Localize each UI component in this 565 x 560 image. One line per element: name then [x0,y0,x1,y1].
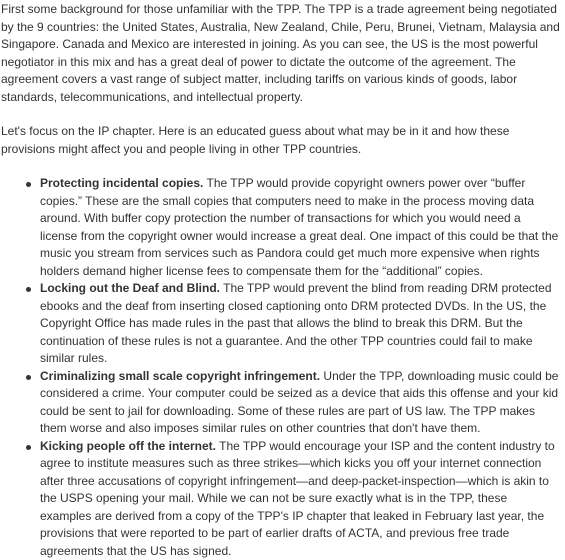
intro-paragraph-background: First some background for those unfamiliar with the TPP. The TPP is a trade agreement being negotiated by the 9 countries: the United States, Australia, New Zealand, Chile, Peru, Brunei, Vietnam, Malaysia and Singapore. Canada and Mexico are interested in joining. As you can see, the US is the most powerful negotiator in this mix and has a great deal of power to dictate the outcome of the agreement. The agreement covers a vast range of subject matter, including tariffs on various kinds of goods, labor standards, telecommunications, and intellectual property. [1,1,561,106]
list-item [40,368,561,438]
bullet-icon [26,287,31,292]
list-item-heading: Kicking people off the internet. [40,439,216,453]
list-item [40,280,561,368]
list-item-heading: Protecting incidental copies. [40,176,203,190]
intro-paragraph-ip-chapter: Let's focus on the IP chapter. Here is an educated guess about what may be in it and how these provisions might affect you and people living in other TPP countries. [1,123,561,158]
list-item-text: The TPP would encourage your ISP and the content industry to agree to institute measures such as three strikes—which kicks you off your internet connection after three accusations of copyright infringement—and deep-packet-inspection—which is akin to the USPS opening your mail. While we can not be sure exactly what is in the TPP, these examples are derived from a copy of the TPP's IP chapter that leaked in February last year, the provisions that were reported to be part of earlier drafts of ACTA, and previous free trade agreements that the US has signed. [40,439,555,558]
list-item [40,438,561,560]
list-item-heading: Locking out the Deaf and Blind. [40,281,220,295]
bullet-icon [26,182,31,187]
list-item-text: The TPP would prevent the blind from reading DRM protected ebooks and the deaf from inserting closed captioning onto DRM protected DVDs. In the US, the Copyright Office has made rules in the past that allows the blind to break this DRM. But the continuation of these rules is not a guarantee. And the other TPP countries could fail to make similar rules. [40,281,552,365]
provisions-list [1,175,561,560]
bullet-icon [26,375,31,380]
list-item-text: Under the TPP, downloading music could be considered a crime. Your computer could be seized as a device that aids this offense and your kid could be sent to jail for downloading. Some of these rules are part of US law. The TPP makes them worse and also imposes similar rules on other countries that don't have them. [40,369,558,436]
list-item [40,175,561,280]
list-item-text: The TPP would provide copyright owners power over “buffer copies.” These are the small copies that computers need to make in the process moving data around. With buffer copy protection the number of transactions for which you would need a license from the copyright owner would increase a great deal. One impact of this could be that the music you stream from services such as Pandora could get much more expensive when rights holders demand higher license fees to compensate them for the “additional” copies. [40,176,558,278]
bullet-icon [26,445,31,450]
list-item-heading: Criminalizing small scale copyright infringement. [40,369,320,383]
